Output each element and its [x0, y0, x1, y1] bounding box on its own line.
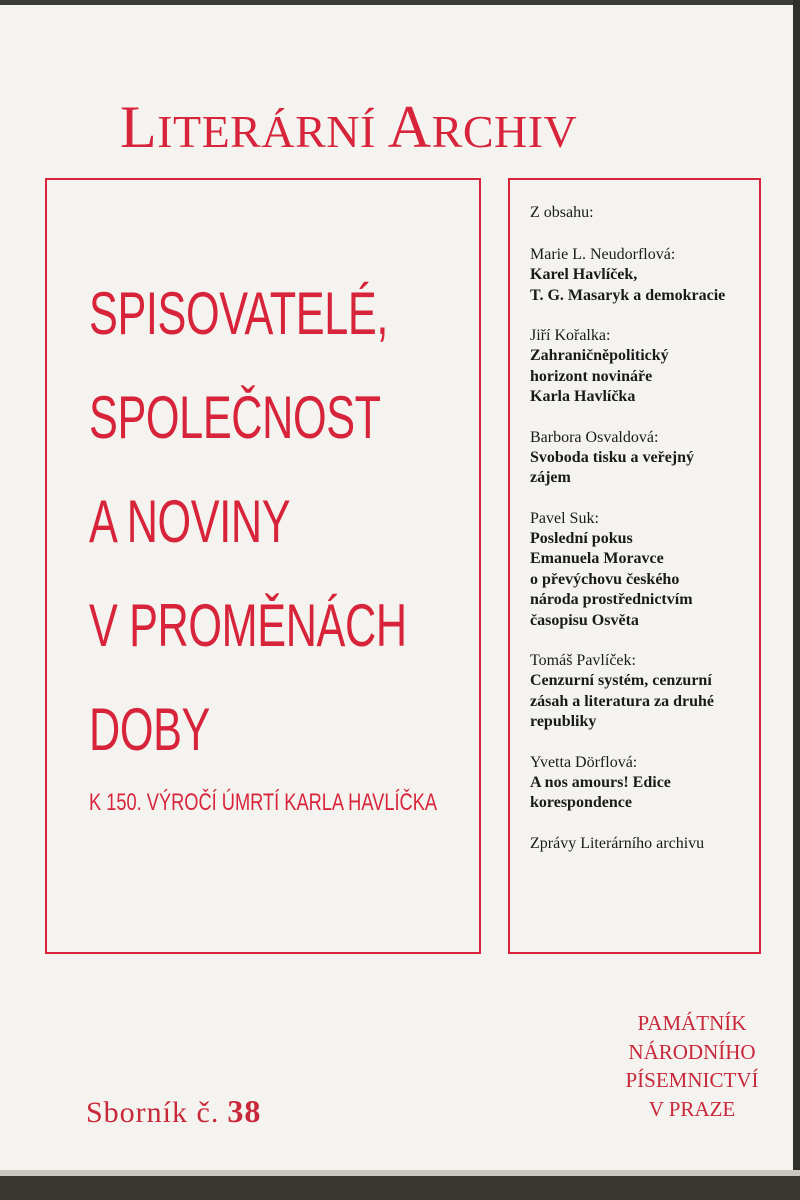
contents-entry	[530, 753, 758, 814]
contents-list	[530, 203, 758, 854]
headline-line-4: V PROMĚNÁCH	[89, 592, 407, 659]
main-title-box	[45, 178, 481, 954]
journal-title-initial-2: A	[387, 94, 432, 160]
contents-heading: Z obsahu:	[530, 204, 594, 221]
publisher-line-2: NÁRODNÍHO	[628, 1039, 756, 1064]
scan-edge-bottom	[0, 1176, 800, 1200]
contents-entry	[530, 509, 758, 632]
contents-entry	[530, 428, 758, 489]
publisher-line-4: V PRAZE	[648, 1096, 736, 1121]
volume-number: 38	[227, 1093, 262, 1129]
entry-author: Barbora Osvaldová:	[530, 428, 659, 446]
journal-title	[120, 92, 577, 167]
contents-box	[508, 178, 761, 954]
issue-headline	[89, 262, 407, 782]
journal-title-rest-2: RCHIV	[431, 106, 578, 157]
entry-author: Yvetta Dörflová:	[530, 753, 638, 771]
journal-title-rest-1: ITERÁRNÍ	[157, 106, 388, 157]
entry-author: Marie L. Neudorflová:	[530, 246, 676, 263]
headline-line-2: SPOLEČNOST	[89, 384, 381, 451]
headline-line-3: A NOVINY	[89, 488, 291, 555]
publisher-name	[612, 1009, 772, 1123]
contents-entry	[530, 651, 758, 733]
entry-article: Karel Havlíček, T. G. Masaryk a demokracie	[530, 266, 726, 304]
volume-prefix: Sborník č.	[86, 1096, 220, 1129]
entry-author: Pavel Suk:	[530, 509, 599, 527]
entry-author: Tomáš Pavlíček:	[530, 652, 636, 669]
entry-author: Jiří Kořalka:	[530, 327, 611, 344]
entry-article: Zahraničněpolitický horizont novináře Karla Havlíčka	[530, 347, 669, 405]
contents-entry	[530, 245, 758, 306]
volume-label	[86, 1093, 261, 1131]
journal-title-initial-1: L	[120, 94, 158, 160]
publisher-line-1: PAMÁTNÍK	[637, 1011, 747, 1035]
entry-article: Poslední pokus Emanuela Moravce o převýchovu českého národa prostřednictvím časopisu Osvěta	[530, 529, 693, 629]
publisher-line-3: PÍSEMNICTVÍ	[625, 1068, 759, 1092]
scan-edge-right	[793, 0, 800, 1200]
contents-news: Zprávy Literárního archivu	[530, 834, 705, 852]
entry-article: Cenzurní systém, cenzurní zásah a literatura za druhé republiky	[530, 672, 714, 730]
entry-article: Svoboda tisku a veřejný zájem	[530, 448, 695, 486]
issue-subheadline: K 150. VÝROČÍ ÚMRTÍ KARLA HAVLÍČKA	[89, 789, 438, 816]
headline-line-5: DOBY	[89, 696, 210, 763]
headline-line-1: SPISOVATELÉ,	[89, 280, 388, 347]
contents-entry	[530, 326, 758, 408]
entry-article: A nos amours! Edice korespondence	[530, 773, 671, 811]
scan-edge-top	[0, 0, 800, 5]
